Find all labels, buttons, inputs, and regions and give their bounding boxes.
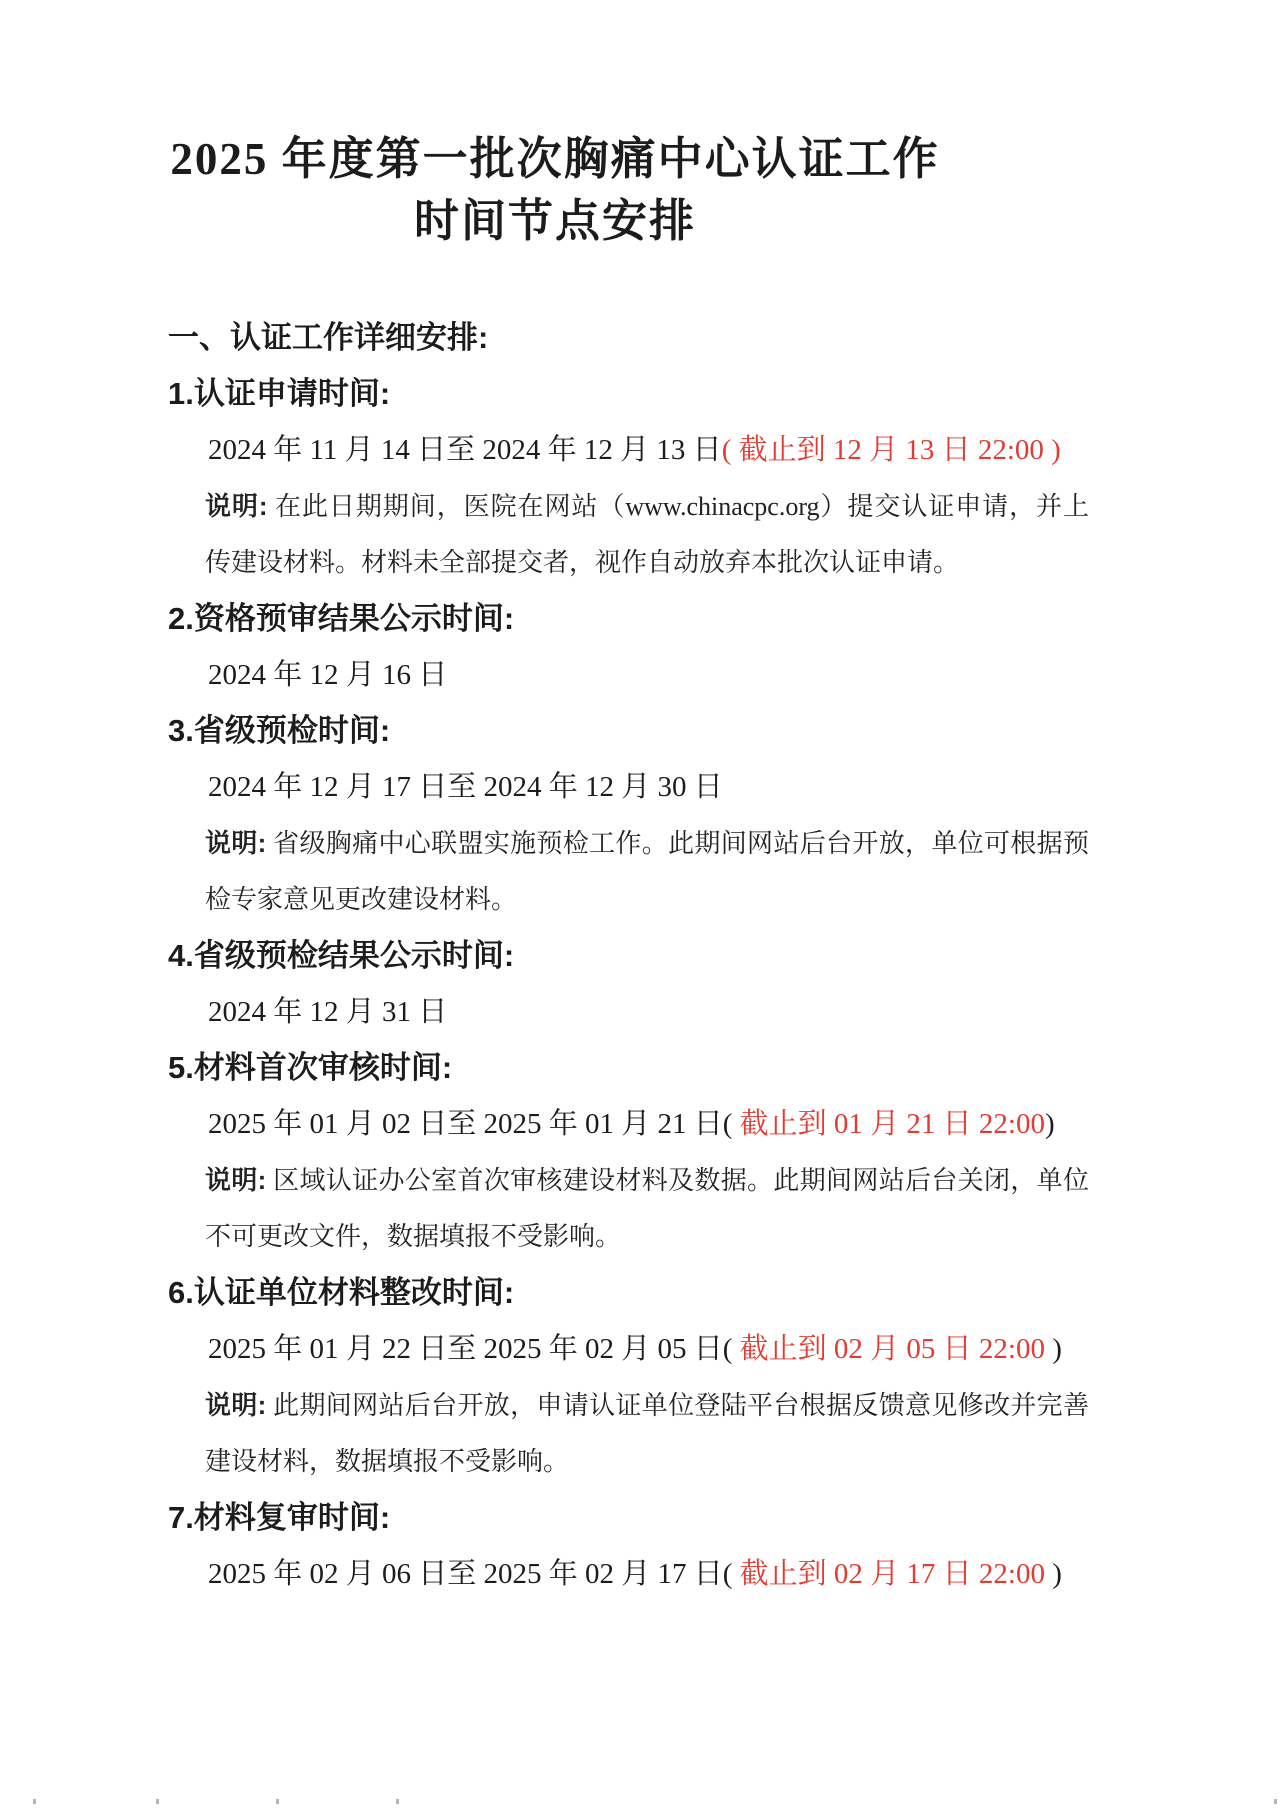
scan-artifact [1274,1799,1277,1804]
section-2-heading: 2.资格预审结果公示时间: [168,601,515,636]
title-line-1: 2025 年度第一批次胸痛中心认证工作 [170,134,940,184]
section-5-deadline: 截止到 01 月 21 日 22:00 [732,1108,1045,1140]
section-5 [168,1040,1089,1265]
section-3 [168,703,1089,928]
section-5-note-text: 区域认证办公室首次审核建设材料及数据。此期间网站后台关闭，单位不可更改文件，数据填报不受影响。 [205,1166,1089,1251]
scan-artifact [33,1799,36,1804]
section-5-date-range: 2025 年 01 月 02 日至 2025 年 01 月 21 日( [208,1108,733,1140]
section-header: 一、认证工作详细安排: [168,320,489,355]
section-3-note-text: 省级胸痛中心联盟实施预检工作。此期间网站后台开放，单位可根据预检专家意见更改建设材料。 [205,829,1089,914]
section-6-deadline: 截止到 02 月 05 日 22:00 [732,1333,1053,1365]
section-1-note [168,478,1089,591]
section-7-date-range: 2025 年 02 月 06 日至 2025 年 02 月 17 日( [208,1558,733,1590]
section-6 [168,1265,1089,1490]
section-6-heading: 6.认证单位材料整改时间: [168,1275,515,1310]
section-6-note-text: 此期间网站后台开放，申请认证单位登陆平台根据反馈意见修改并完善建设材料，数据填报不受影响。 [205,1391,1089,1476]
section-1-date [168,422,1080,478]
section-4-heading: 4.省级预检结果公示时间: [168,938,515,973]
section-2-date [168,647,1080,703]
section-2-date-range: 2024 年 12 月 16 日 [208,659,448,691]
section-3-heading: 3.省级预检时间: [168,713,391,748]
section-7-date-suffix: ) [1052,1558,1062,1590]
section-4-date-range: 2024 年 12 月 31 日 [208,996,448,1028]
section-7 [168,1490,1080,1602]
section-5-heading: 5.材料首次审核时间: [168,1050,453,1085]
section-6-note [168,1377,1089,1490]
section-5-date-suffix: ) [1044,1108,1055,1140]
section-6-date [168,1321,1080,1377]
section-2 [168,591,1080,703]
section-6-date-range: 2025 年 01 月 22 日至 2025 年 02 月 05 日( [208,1333,733,1365]
section-1-heading: 1.认证申请时间: [168,376,391,411]
document-body [168,310,1089,1602]
section-5-date [168,1096,1080,1152]
section-7-deadline: 截止到 02 月 17 日 22:00 [732,1558,1053,1590]
section-4 [168,928,1080,1040]
section-1 [168,366,1089,591]
section-6-note-label: 说明: [205,1390,267,1420]
section-7-date [168,1546,1080,1602]
scan-artifact [396,1799,399,1804]
section-7-heading: 7.材料复审时间: [168,1500,391,1535]
document-title [160,0,950,252]
section-5-note [168,1152,1089,1265]
section-5-note-label: 说明: [205,1165,267,1195]
section-6-date-suffix: ) [1052,1333,1062,1365]
section-1-note-text: 在此日期期间，医院在网站（www.chinacpc.org）提交认证申请，并上传建设材料。材料未全部提交者，视作自动放弃本批次认证申请。 [205,492,1089,577]
section-1-deadline: ( 截止到 12 月 13 日 22:00 ) [721,434,1061,466]
section-4-date [168,984,1080,1040]
section-1-date-range: 2024 年 11 月 14 日至 2024 年 12 月 13 日 [208,434,722,466]
section-3-date-range: 2024 年 12 月 17 日至 2024 年 12 月 30 日 [208,771,723,803]
scan-artifact [156,1799,159,1804]
section-3-note [168,815,1089,928]
section-3-date [168,759,1080,815]
section-1-note-label: 说明: [205,491,268,521]
scan-artifact [276,1799,279,1804]
title-line-2: 时间节点安排 [413,196,696,246]
section-3-note-label: 说明: [205,828,267,858]
